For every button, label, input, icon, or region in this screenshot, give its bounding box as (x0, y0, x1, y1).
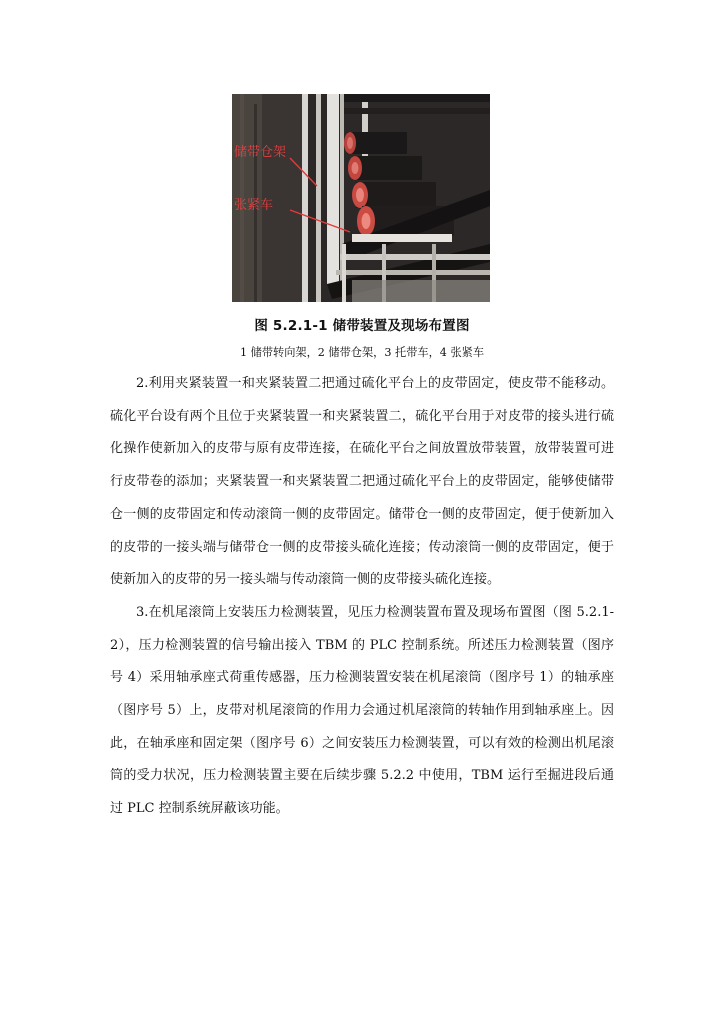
body-text (110, 368, 614, 826)
figure-legend: 1 储带转向架，2 储带仓架，3 托带车，4 张紧车 (239, 346, 485, 359)
site-photo (232, 94, 490, 302)
figure-caption: 图 5.2.1-1 储带装置及现场布置图 (254, 318, 470, 334)
label-storage-frame: 储带仓架 (234, 145, 287, 160)
paragraph: 3.在机尾滚筒上安装压力检测装置，见压力检测装置布置及现场布置图（图 5.2.1-2），压力检测装置的信号输出接入 TBM 的 PLC 控制系统。所述压力检测装置（图序号 4）采用轴承座式荷重传感器，压力检测装置安装在机尾滚筒（图序号 1）的轴承座（图序号 5）上，皮带对机尾滚筒的作用力会通过机尾滚筒的转轴作用到轴承座上。因此，在轴承座和固定架（图序号 6）之间安装压力检测装置，可以有效的检测出机尾滚筒的受力状况，压力检测装置主要在后续步骤 5.2.2 中使用，TBM 运行至掘进段后通过 PLC 控制系统屏蔽该功能。 (110, 604, 614, 817)
paragraph: 2.利用夹紧装置一和夹紧装置二把通过硫化平台上的皮带固定，使皮带不能移动。硫化平台设有两个且位于夹紧装置一和夹紧装置二，硫化平台用于对皮带的接头进行硫化操作使新加入的皮带与原有皮带连接，在硫化平台之间放置放带装置，放带装置可进行皮带卷的添加；夹紧装置一和夹紧装置二把通过硫化平台上的皮带固定，能够使储带仓一侧的皮带固定和传动滚筒一侧的皮带固定。储带仓一侧的皮带固定，便于使新加入的皮带的一接头端与储带仓一侧的皮带接头硫化连接；传动滚筒一侧的皮带固定，便于使新加入的皮带的另一接头端与传动滚筒一侧的皮带接头硫化连接。 (110, 376, 614, 588)
label-tension-cart: 张紧车 (234, 198, 274, 213)
